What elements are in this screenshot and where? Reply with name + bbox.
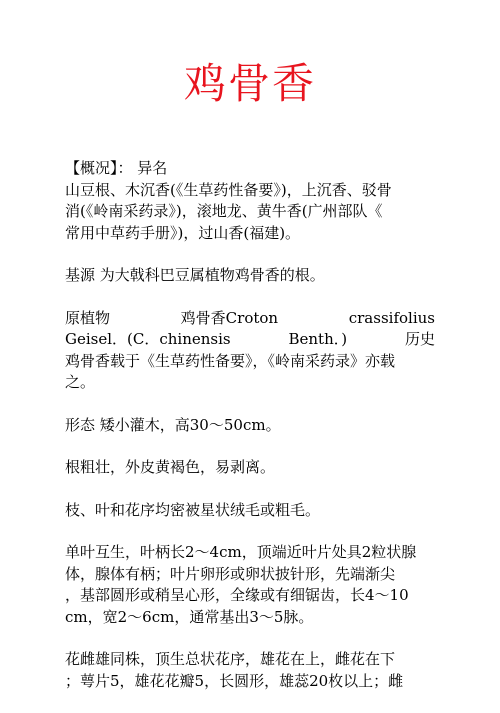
source-paragraph: [65, 265, 435, 287]
text-line: 山豆根、木沉香(《生草药性备要》)，上沉香、驳骨: [65, 180, 392, 199]
text-line: 体，腺体有柄；叶片卵形或卵状披针形，先端渐尖: [65, 564, 396, 583]
document-body: [65, 158, 435, 713]
text-line: 【概况】： 异名: [65, 159, 168, 177]
text-word: crassifolius: [348, 308, 435, 327]
text-line: 基源 为大戟科巴豆属植物鸡骨香的根。: [65, 266, 325, 284]
text-line: 常用中草药手册》)，过山香(福建)。: [65, 223, 301, 242]
text-line: 单叶互生，叶柄长2～4cm，顶端近叶片处具2粒状腺: [65, 543, 417, 561]
text-word: 历史: [404, 330, 435, 348]
overview-paragraph: [65, 158, 435, 244]
justified-line: [65, 329, 435, 351]
justified-line: [65, 308, 435, 330]
text-line: 枝、叶和花序均密被星状绒毛或粗毛。: [65, 500, 321, 519]
text-line: 鸡骨香载于《生草药性备要》，《岭南采药录》亦载: [65, 351, 396, 370]
text-line: 形态 矮小灌木，高30～50cm。: [65, 415, 281, 434]
branch-paragraph: [65, 500, 435, 522]
text-word: Benth．): [288, 330, 348, 348]
text-line: 花雌雄同株，顶生总状花序，雄花在上，雌花在下: [65, 650, 396, 668]
text-word: 原植物: [65, 308, 111, 327]
text-line: ；萼片5，雄花花瓣5，长圆形，雄蕊20枚以上；雌: [65, 671, 404, 690]
text-line: 之。: [65, 373, 96, 391]
text-word: Geisel．(C．chinensis: [65, 330, 231, 348]
document-title: 鸡骨香: [183, 59, 316, 108]
flower-paragraph: [65, 649, 435, 692]
text-line: 消(《岭南采药录》)，滚地龙、黄牛香(广州部队《: [65, 202, 383, 220]
root-paragraph: [65, 457, 435, 479]
form-paragraph: [65, 415, 435, 437]
text-line: 根粗壮，外皮黄褐色，易剥离。: [65, 458, 276, 476]
text-line: cm，宽2～6cm，通常基出3～5脉。: [65, 607, 314, 626]
text-word: 鸡骨香Croton: [180, 308, 279, 327]
plant-paragraph: [65, 308, 435, 394]
text-line: ，基部圆形或稍呈心形，全缘或有细锯齿，长4～10: [65, 586, 409, 604]
leaf-paragraph: [65, 542, 435, 628]
